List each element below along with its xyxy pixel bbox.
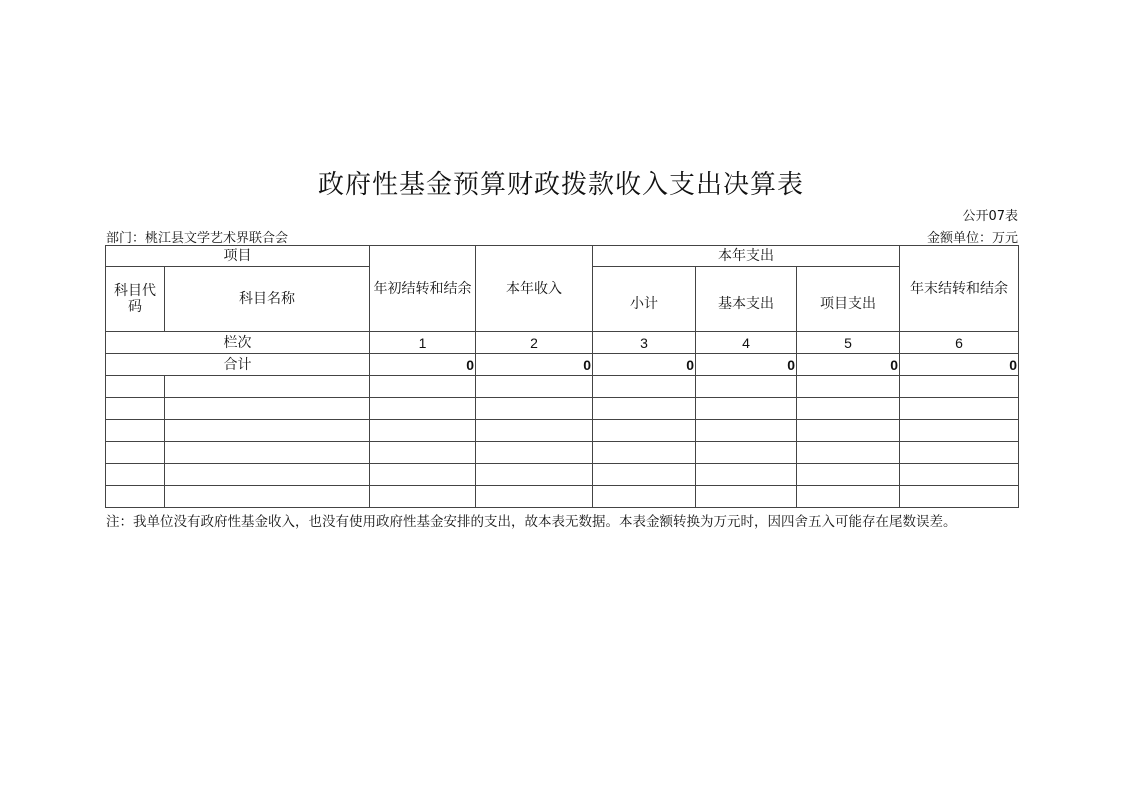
empty-cell [165, 420, 370, 442]
empty-cell [370, 420, 476, 442]
header-income: 本年收入 [476, 246, 593, 332]
empty-row [106, 398, 1019, 420]
empty-cell [797, 486, 900, 508]
empty-cell [165, 464, 370, 486]
empty-cell [165, 398, 370, 420]
empty-cell [370, 442, 476, 464]
empty-cell [593, 486, 696, 508]
empty-cell [106, 398, 165, 420]
empty-cell [476, 486, 593, 508]
empty-cell [797, 442, 900, 464]
empty-cell [106, 442, 165, 464]
header-subject-name: 科目名称 [165, 267, 370, 332]
column-index-cell: 1 [370, 332, 476, 354]
empty-cell [900, 398, 1019, 420]
empty-cell [797, 398, 900, 420]
empty-cell [900, 376, 1019, 398]
total-cell: 0 [797, 354, 900, 376]
total-cell: 0 [593, 354, 696, 376]
empty-cell [593, 398, 696, 420]
empty-cell [476, 398, 593, 420]
empty-cell [696, 464, 797, 486]
empty-cell [476, 376, 593, 398]
empty-cell [165, 376, 370, 398]
column-index-cell: 5 [797, 332, 900, 354]
total-cell: 0 [370, 354, 476, 376]
budget-table [105, 245, 1019, 508]
empty-cell [106, 464, 165, 486]
empty-cell [476, 420, 593, 442]
header-closing-balance: 年末结转和结余 [900, 246, 1019, 332]
empty-row [106, 464, 1019, 486]
empty-cell [900, 442, 1019, 464]
empty-cell [696, 442, 797, 464]
column-index-cell: 6 [900, 332, 1019, 354]
empty-cell [106, 486, 165, 508]
total-cell: 0 [900, 354, 1019, 376]
footnote: 注：我单位没有政府性基金收入，也没有使用政府性基金安排的支出，故本表无数据。本表金额转换为万元时，因四舍五入可能存在尾数误差。 [106, 514, 957, 530]
header-opening-balance: 年初结转和结余 [370, 246, 476, 332]
empty-cell [696, 376, 797, 398]
column-index-cell: 2 [476, 332, 593, 354]
total-cell: 0 [696, 354, 797, 376]
column-index-cell: 3 [593, 332, 696, 354]
report-title: 政府性基金预算财政拨款收入支出决算表 [317, 170, 804, 200]
empty-cell [370, 464, 476, 486]
amount-unit-label: 金额单位：万元 [926, 231, 1018, 246]
header-expense: 本年支出 [593, 246, 900, 267]
empty-cell [696, 398, 797, 420]
empty-cell [106, 376, 165, 398]
empty-row [106, 442, 1019, 464]
empty-row [106, 420, 1019, 442]
empty-cell [797, 464, 900, 486]
total-cell: 0 [476, 354, 593, 376]
empty-cell [476, 464, 593, 486]
total-row-label: 合计 [106, 354, 370, 376]
empty-cell [165, 486, 370, 508]
header-subject-code: 科目代码 [106, 267, 165, 332]
empty-cell [593, 420, 696, 442]
empty-cell [696, 486, 797, 508]
empty-row [106, 486, 1019, 508]
empty-cell [797, 420, 900, 442]
empty-cell [593, 376, 696, 398]
empty-cell [593, 464, 696, 486]
empty-cell [696, 420, 797, 442]
column-index-label: 栏次 [106, 332, 370, 354]
header-project-expense: 项目支出 [797, 267, 900, 332]
header-item: 项目 [106, 246, 370, 267]
empty-cell [165, 442, 370, 464]
empty-cell [476, 442, 593, 464]
empty-row [106, 376, 1019, 398]
empty-cell [370, 486, 476, 508]
empty-cell [593, 442, 696, 464]
empty-cell [370, 398, 476, 420]
empty-cell [900, 464, 1019, 486]
header-basic-expense: 基本支出 [696, 267, 797, 332]
column-index-cell: 4 [696, 332, 797, 354]
empty-cell [900, 486, 1019, 508]
empty-cell [106, 420, 165, 442]
empty-cell [797, 376, 900, 398]
empty-cell [370, 376, 476, 398]
form-number: 公开07表 [962, 209, 1018, 224]
empty-cell [900, 420, 1019, 442]
department-label: 部门：桃江县文学艺术界联合会 [106, 231, 289, 246]
header-subtotal: 小计 [593, 267, 696, 332]
